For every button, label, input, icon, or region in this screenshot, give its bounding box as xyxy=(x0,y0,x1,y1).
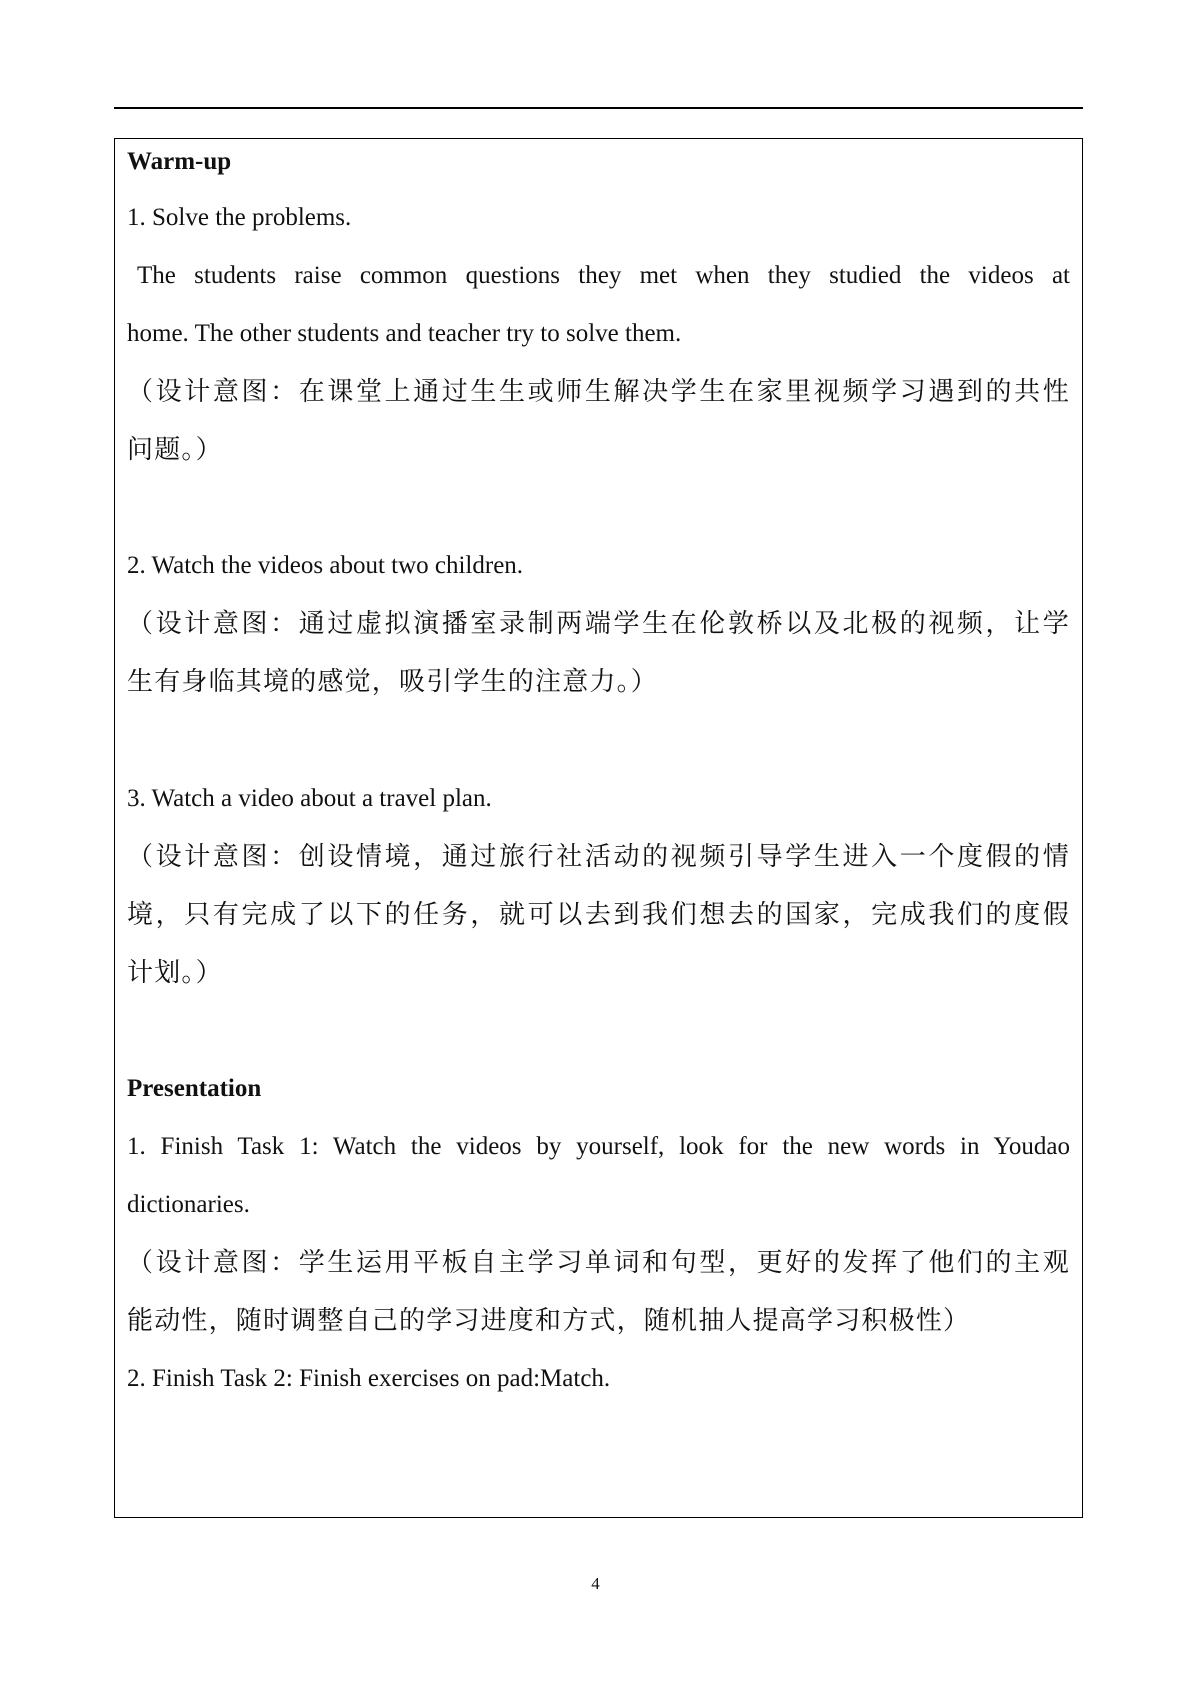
warmup-item1-body-line2: home. The other students and teacher try to solve them. xyxy=(127,320,682,347)
warmup-heading: Warm-up xyxy=(127,148,232,175)
presentation-item1-title-line2: dictionaries. xyxy=(127,1191,250,1218)
presentation-item1-title-line1: 1. Finish Task 1: Watch the videos by yourself, look for the new words in Youdao xyxy=(127,1133,1070,1160)
presentation-heading: Presentation xyxy=(127,1075,262,1102)
presentation-item1-note-line1: （设计意图：学生运用平板自主学习单词和句型，更好的发挥了他们的主观 xyxy=(127,1248,1070,1278)
warmup-item3-note-line3: 计划。） xyxy=(127,958,223,988)
warmup-item2-note-line2: 生有身临其境的感觉，吸引学生的注意力。） xyxy=(127,667,659,697)
warmup-item1-body-line1: The students raise common questions they met when they studied the videos at xyxy=(137,262,1070,289)
warmup-item1-title: 1. Solve the problems. xyxy=(127,204,352,231)
warmup-item3-title: 3. Watch a video about a travel plan. xyxy=(127,785,492,812)
header-rule xyxy=(114,107,1083,109)
lesson-plan-box xyxy=(114,138,1083,1518)
warmup-item1-note-line2: 问题。） xyxy=(127,435,223,465)
warmup-item2-title: 2. Watch the videos about two children. xyxy=(127,552,524,579)
warmup-item2-note-line1: （设计意图：通过虚拟演播室录制两端学生在伦敦桥以及北极的视频，让学 xyxy=(127,609,1070,639)
page-number: 4 xyxy=(591,1574,600,1593)
presentation-item1-note-line2: 能动性，随时调整自己的学习进度和方式，随机抽人提高学习积极性） xyxy=(127,1306,971,1336)
presentation-item2-title: 2. Finish Task 2: Finish exercises on pad:Match. xyxy=(127,1365,611,1392)
warmup-item1-note-line1: （设计意图：在课堂上通过生生或师生解决学生在家里视频学习遇到的共性 xyxy=(127,377,1070,407)
warmup-item3-note-line1: （设计意图：创设情境，通过旅行社活动的视频引导学生进入一个度假的情 xyxy=(127,842,1070,872)
warmup-item3-note-line2: 境，只有完成了以下的任务，就可以去到我们想去的国家，完成我们的度假 xyxy=(127,900,1070,930)
